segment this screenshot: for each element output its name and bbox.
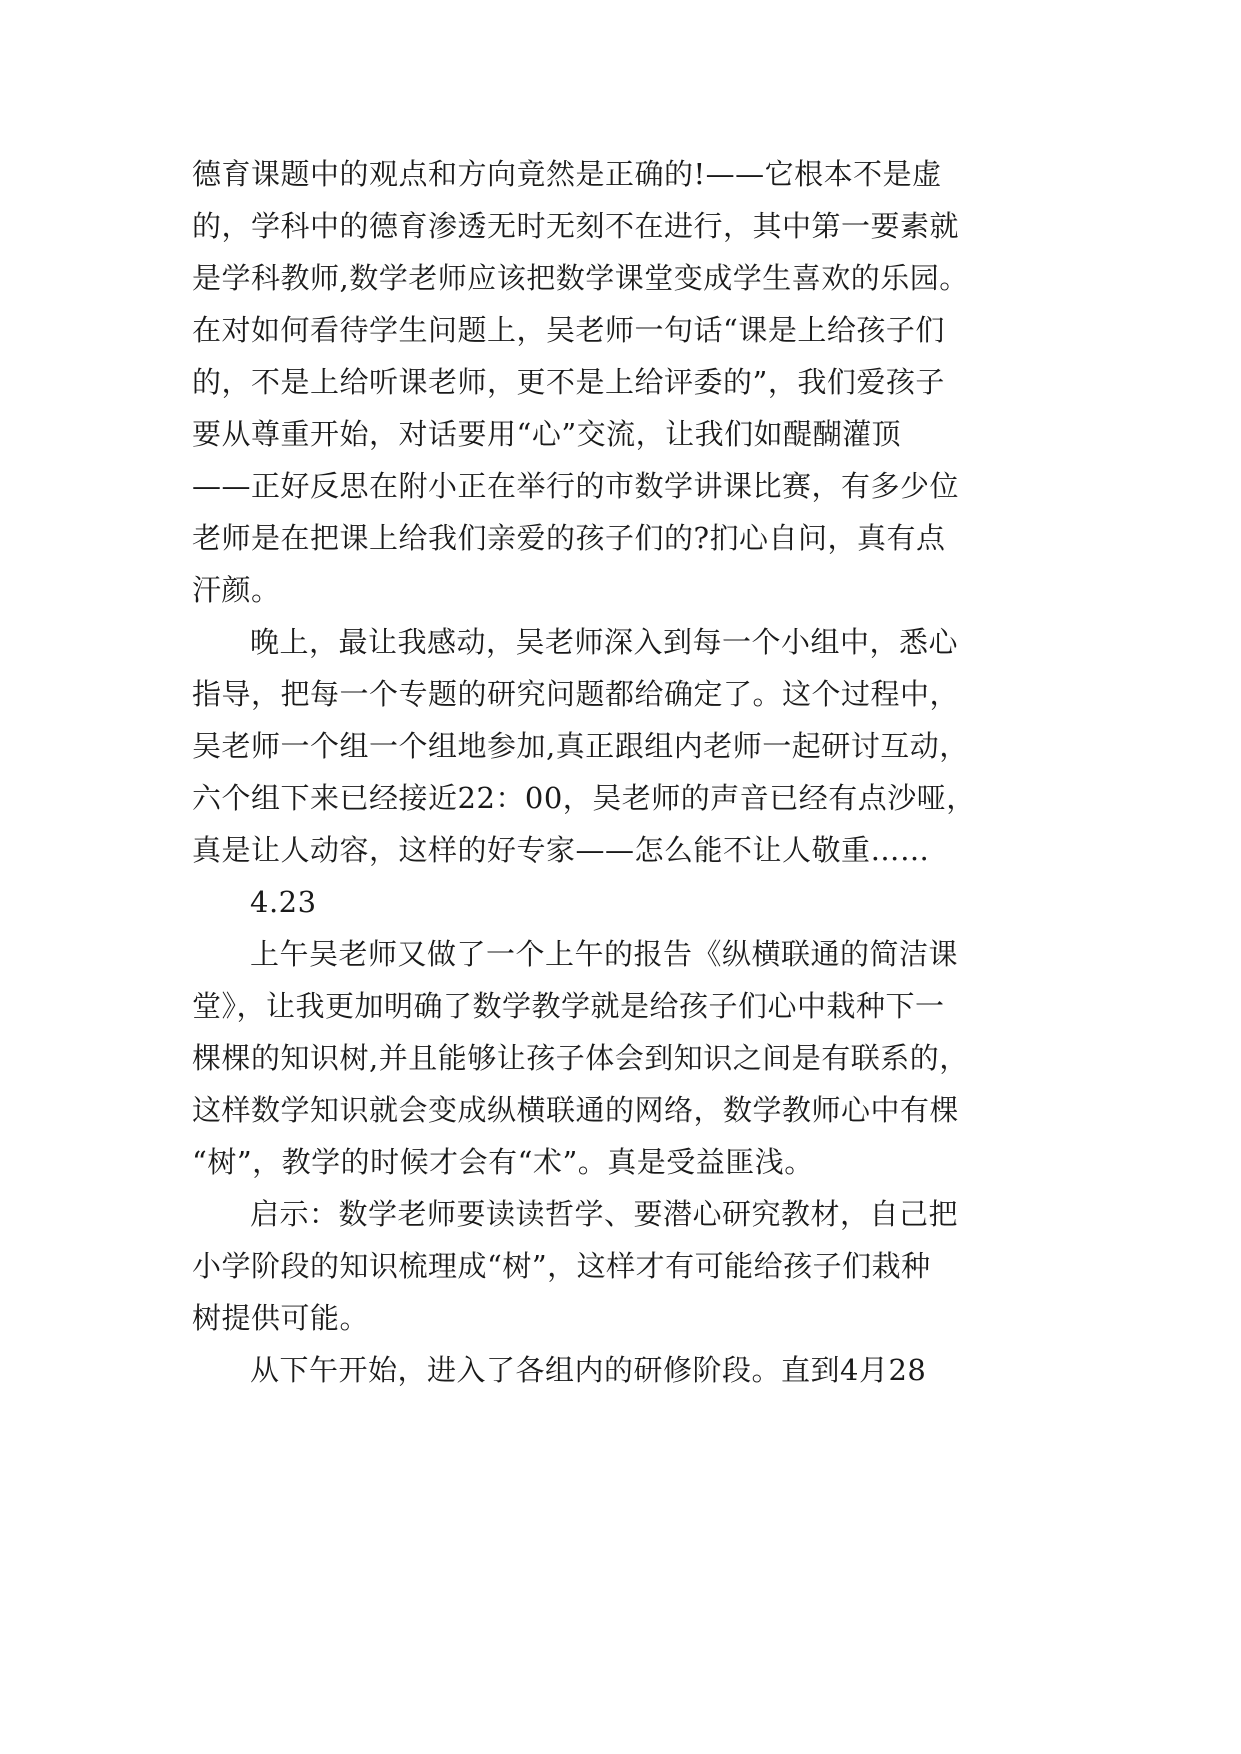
text-line: “树”，教学的时候才会有“术”。真是受益匪浅。 <box>192 1145 814 1179</box>
text-line: 是学科教师,数学老师应该把数学课堂变成学生喜欢的乐园。 <box>192 261 969 295</box>
text-line: 真是让人动容，这样的好专家——怎么能不让人敬重…… <box>192 833 930 867</box>
text-line: 德育课题中的观点和方向竟然是正确的!——它根本不是虚 <box>192 157 942 191</box>
text-line: 小学阶段的知识梳理成“树”，这样才有可能给孩子们栽种 <box>192 1249 931 1283</box>
text-line: 的，不是上给听课老师，更不是上给评委的”，我们爱孩子 <box>192 365 945 399</box>
text-line: 在对如何看待学生问题上，吴老师一句话“课是上给孩子们 <box>192 313 945 347</box>
text-line: 这样数学知识就会变成纵横联通的网络，数学教师心中有棵 <box>192 1093 960 1127</box>
text-line: 指导，把每一个专题的研究问题都给确定了。这个过程中， <box>192 677 960 711</box>
paragraph-start-line: 启示：数学老师要读读哲学、要潜心研究教材，自己把 <box>250 1197 959 1231</box>
text-line: 棵棵的知识树,并且能够让孩子体会到知识之间是有联系的， <box>192 1041 969 1075</box>
paragraph-start-line: 晚上，最让我感动，吴老师深入到每一个小组中，悉心 <box>250 625 959 659</box>
text-line: 六个组下来已经接近22：00，吴老师的声音已经有点沙哑， <box>192 781 976 815</box>
text-line: 堂》，让我更加明确了数学教学就是给孩子们心中栽种下一 <box>192 989 945 1023</box>
text-line: 吴老师一个组一个组地参加,真正跟组内老师一起研讨互动， <box>192 729 969 763</box>
paragraph-start-line: 从下午开始，进入了各组内的研修阶段。直到4月28 <box>250 1353 927 1387</box>
text-line: 汗颜。 <box>192 573 281 607</box>
body-text <box>192 148 1072 1396</box>
text-line: 树提供可能。 <box>192 1301 370 1335</box>
text-line: 的，学科中的德育渗透无时无刻不在进行，其中第一要素就 <box>192 209 960 243</box>
paragraph-start-line: 上午吴老师又做了一个上午的报告《纵横联通的简洁课 <box>250 937 959 971</box>
text-line: 要从尊重开始，对话要用“心”交流，让我们如醍醐灌顶 <box>192 417 902 451</box>
text-line: ——正好反思在附小正在举行的市数学讲课比赛，有多少位 <box>192 469 960 503</box>
date-heading: 4.23 <box>250 885 317 919</box>
text-line: 老师是在把课上给我们亲爱的孩子们的?扪心自问，真有点 <box>192 521 946 555</box>
